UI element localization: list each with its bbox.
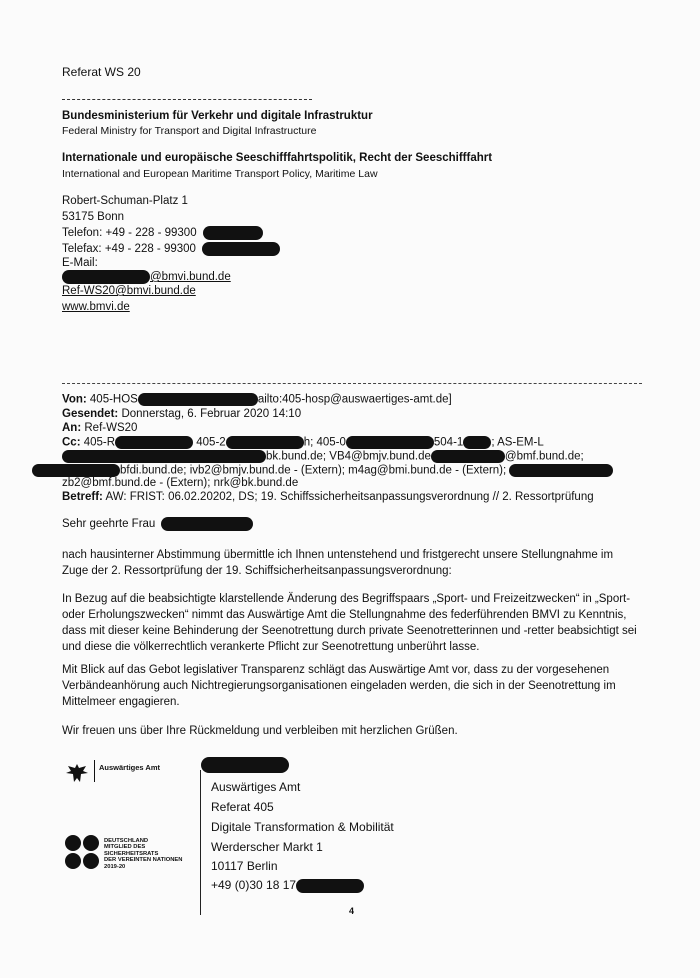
- street-address: Robert-Schuman-Platz 1: [62, 195, 188, 207]
- redaction-bar: [201, 757, 289, 773]
- ministry-name-de: Bundesministerium für Verkehr und digitale Infrastruktur: [62, 110, 373, 122]
- cc-line-1: [62, 436, 544, 449]
- redaction-bar: [296, 879, 364, 893]
- cc-value: 405-R: [83, 436, 116, 449]
- signature-city: 10117 Berlin: [211, 859, 278, 873]
- phone-text: Telefon: +49 - 228 - 99300: [62, 227, 197, 240]
- paragraph-4: Wir freuen uns über Ihre Rückmeldung und verbleiben mit herzlichen Grüßen.: [62, 725, 458, 737]
- cc-label: Cc:: [62, 436, 81, 449]
- un-flower-logo: [62, 832, 102, 875]
- salutation-text: Sehr geehrte Frau: [62, 518, 156, 531]
- un-text-line: DER VEREINTEN NATIONEN: [104, 857, 183, 864]
- logo-divider: [94, 760, 95, 782]
- page-number: 4: [349, 906, 355, 916]
- un-text-line: DEUTSCHLAND: [104, 838, 149, 844]
- subject-line: [62, 491, 594, 503]
- cc-value: bfdi.bund.de; ivb2@bmjv.bund.de - (Extern); m4ag@bmi.bund.de - (Extern);: [120, 464, 507, 477]
- sent-value: Donnerstag, 6. Februar 2020 14:10: [121, 408, 302, 420]
- logo-text: Auswärtiges Amt: [99, 763, 160, 772]
- sent-label: Gesendet:: [62, 408, 119, 420]
- cc-value: 405-2: [196, 436, 226, 449]
- redaction-bar: [463, 436, 491, 449]
- salutation: [62, 517, 253, 531]
- email-separator: [62, 383, 642, 384]
- division-name-en: International and European Maritime Transport Policy, Maritime Law: [62, 168, 378, 180]
- email-line: [62, 270, 231, 284]
- ministry-name-en: Federal Ministry for Transport and Digital Infrastructure: [62, 125, 317, 137]
- cc-line-4: zb2@bmf.bund.de - (Extern); nrk@bk.bund.de: [62, 477, 299, 489]
- redaction-bar: [161, 517, 253, 531]
- un-membership-icon: [62, 832, 102, 872]
- paragraph-2: In Bezug auf die beabsichtigte klarstellende Änderung des Begriffspaars „Sport- und Freizeitzwecken“ in „Sport- oder Erholungszwecken“ nimmt das Auswärtige Amt die Stellungnahme des federführenden BMVI zu Kenntnis, dass mit dieser keine Behinderung der Seenotrettung durch private Seenotretterinnen und -retter beabsichtigt sei und diese die völkerrechtlich verankerte Pflicht zur Seenotrettung unberührt lasse.: [62, 593, 637, 653]
- phone-line: [62, 226, 263, 240]
- redaction-bar: [509, 464, 613, 477]
- from-value-a: 405-HOS: [89, 393, 138, 406]
- dashed-separator: [62, 99, 312, 100]
- website-link[interactable]: www.bmvi.de: [62, 301, 130, 313]
- redaction-bar: [32, 464, 120, 477]
- un-text-line: MITGLIED DES: [104, 844, 146, 851]
- redaction-bar: [138, 393, 258, 406]
- subject-value: AW: FRIST: 06.02.20202, DS; 19. Schiffssicherheitsanpassungsverordnung // 2. Ressortprüfung: [105, 491, 594, 503]
- signature-phone: [211, 878, 364, 893]
- cc-line-3: [32, 464, 613, 477]
- from-label: Von:: [62, 393, 87, 406]
- paragraph-3: Mit Blick auf das Gebot legislativer Transparenz schlägt das Auswärtige Amt vor, dass zu der vorgesehenen Verbändeanhörung auch Nichtregierungsorganisationen eingeladen werden, die sich in der Seenotrettung im Mittelmeer engagieren.: [62, 664, 616, 708]
- redaction-bar: [62, 270, 150, 284]
- paragraph-1: nach hausinterner Abstimmung übermittle ich Ihnen untenstehend und fristgerecht unsere Stellungnahme im Zuge der 2. Ressortprüfung der 19. Schiffsicherheitsanpassungsverordnung:: [62, 549, 614, 577]
- eagle-icon: [64, 762, 90, 784]
- redaction-bar: [115, 436, 193, 449]
- subject-label: Betreff:: [62, 491, 103, 503]
- city-address: 53175 Bonn: [62, 211, 125, 223]
- un-text: [104, 838, 182, 870]
- redaction-bar: [62, 450, 266, 463]
- redaction-bar: [431, 450, 505, 463]
- fax-text: Telefax: +49 - 228 - 99300: [62, 243, 196, 256]
- cc-value: ; AS-EM-L: [491, 436, 544, 449]
- division-name-de: Internationale und europäische Seeschifffahrtspolitik, Recht der Seeschifffahrt: [62, 152, 493, 164]
- eagle-logo: [64, 762, 90, 787]
- from-line: [62, 393, 452, 406]
- to-line: [62, 422, 137, 434]
- redaction-bar: [346, 436, 434, 449]
- cc-line-2: [62, 450, 584, 463]
- cc-value: 504-1: [433, 436, 464, 449]
- signature-divider: [200, 770, 201, 915]
- cc-value: bk.bund.de; VB4@bmjv.bund.de: [266, 450, 431, 463]
- cc-value: h; 405-0: [303, 436, 346, 449]
- un-text-line: SICHERHEITSRATS: [104, 850, 159, 857]
- signature-org: Auswärtiges Amt: [211, 780, 301, 794]
- to-value: Ref-WS20: [84, 422, 138, 434]
- redaction-bar: [226, 436, 304, 449]
- ref-email-link[interactable]: Ref-WS20@bmvi.bund.de: [62, 285, 196, 297]
- redaction-bar: [202, 242, 280, 256]
- un-text-line: 2019-20: [104, 863, 126, 870]
- signature-unit: Referat 405: [211, 800, 274, 814]
- sent-line: [62, 408, 301, 420]
- referat-heading: Referat WS 20: [62, 65, 141, 79]
- signature-dept: Digitale Transformation & Mobilität: [211, 820, 394, 834]
- signature-name-redacted: [201, 757, 289, 773]
- from-value-b: ailto:405-hosp@auswaertiges-amt.de]: [257, 393, 452, 406]
- signature-phone-text: +49 (0)30 18 17: [211, 878, 297, 892]
- signature-street: Werderscher Markt 1: [211, 840, 323, 854]
- fax-line: [62, 242, 280, 256]
- redaction-bar: [203, 226, 263, 240]
- to-label: An:: [62, 422, 82, 434]
- email-label: E-Mail:: [62, 257, 98, 269]
- email-domain-link[interactable]: @bmvi.bund.de: [150, 271, 231, 284]
- cc-value: @bmf.bund.de;: [504, 450, 584, 463]
